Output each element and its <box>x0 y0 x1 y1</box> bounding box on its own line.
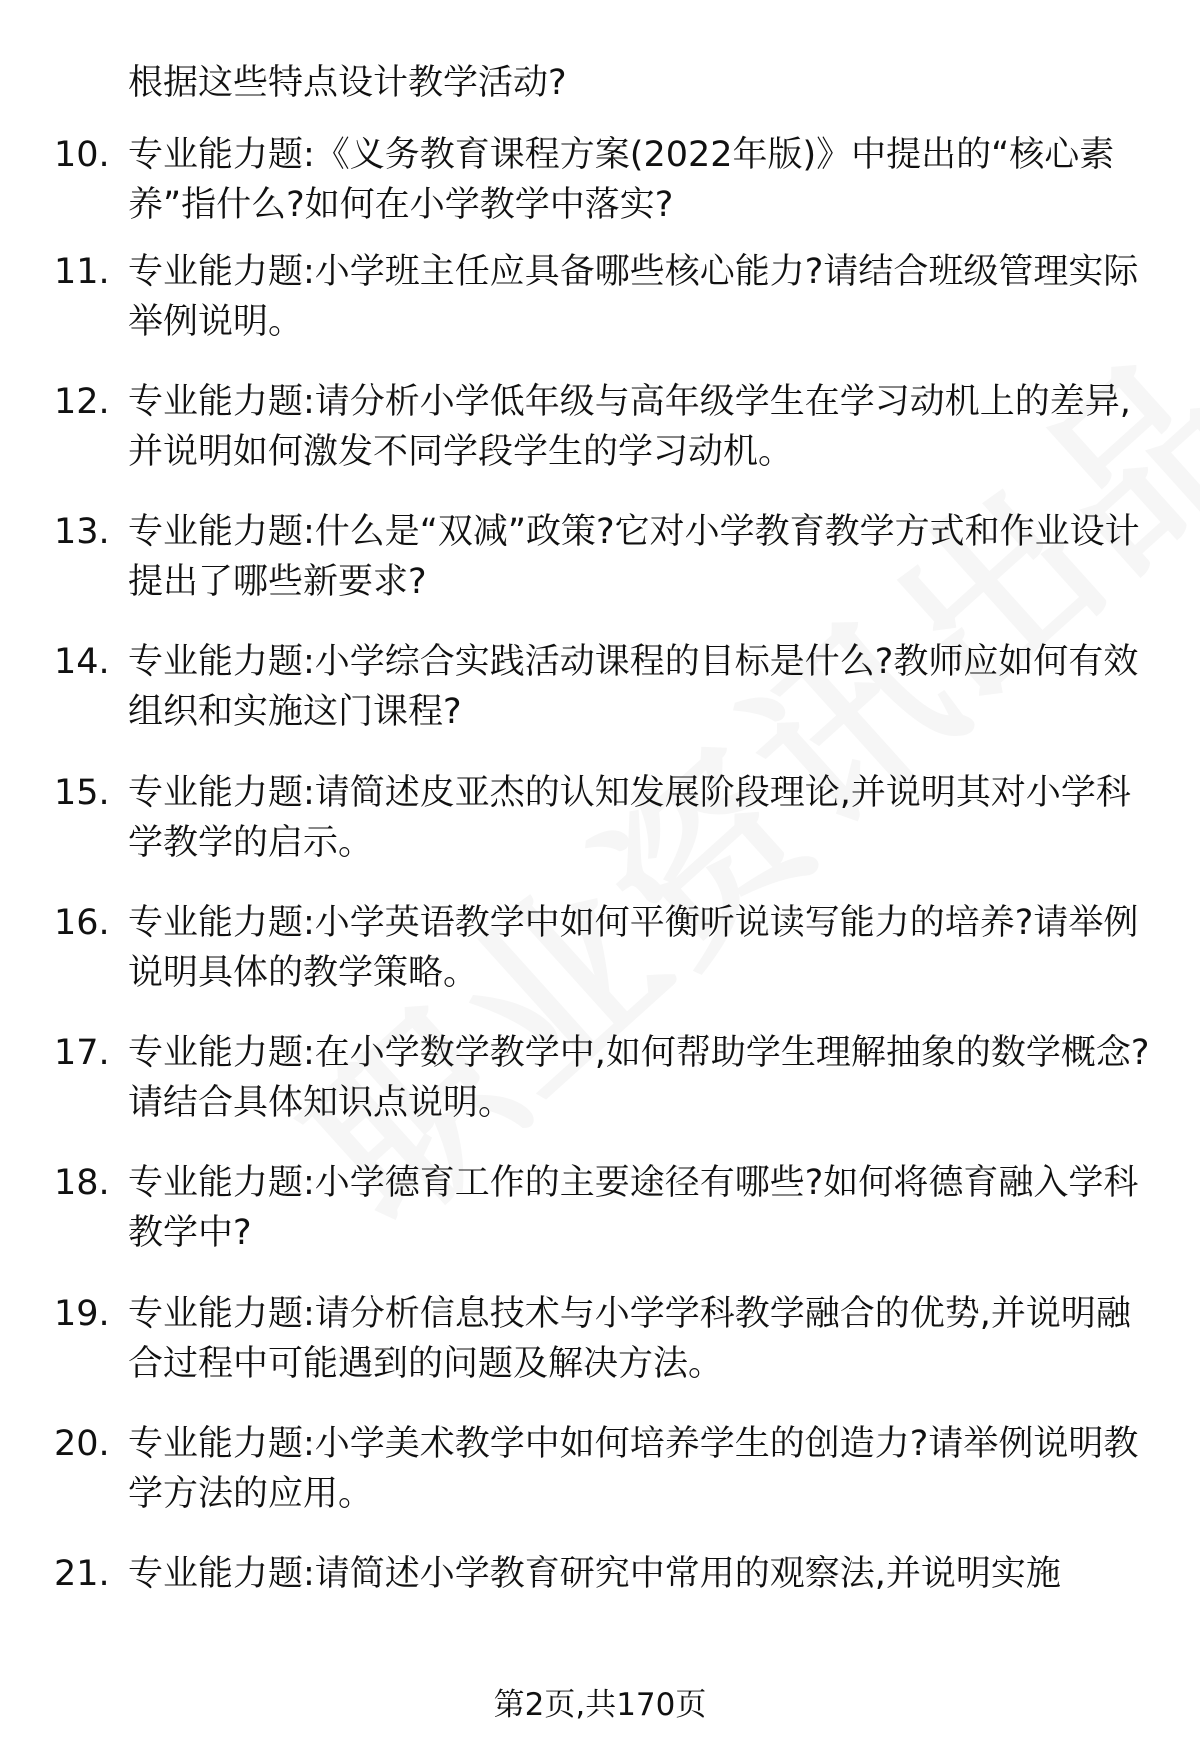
question-item <box>54 898 1164 998</box>
question-number: 21. <box>54 1554 110 1594</box>
question-text: 专业能力题:小学德育工作的主要途径有哪些?如何将德育融入学科教学中? <box>128 1163 1139 1253</box>
page-footer: 第2页,共170页 <box>493 1687 707 1723</box>
question-number: 14. <box>54 642 110 682</box>
question-item <box>54 377 1164 477</box>
question-number: 19. <box>54 1294 110 1334</box>
question-number: 17. <box>54 1033 110 1073</box>
question-number: 20. <box>54 1424 110 1464</box>
question-item <box>54 768 1164 868</box>
question-number: 18. <box>54 1163 110 1203</box>
question-text: 专业能力题:请分析小学低年级与高年级学生在学习动机上的差异,并说明如何激发不同学段学生的学习动机。 <box>128 382 1131 472</box>
question-text: 专业能力题:请简述皮亚杰的认知发展阶段理论,并说明其对小学科学教学的启示。 <box>128 773 1131 863</box>
question-number: 10. <box>54 135 110 175</box>
question-item <box>54 1289 1164 1389</box>
question-item <box>54 1028 1164 1128</box>
question-text: 专业能力题:《义务教育课程方案(2022年版)》中提出的“核心素养”指什么?如何在小学教学中落实? <box>128 135 1115 225</box>
question-number: 16. <box>54 903 110 943</box>
question-item <box>54 247 1164 347</box>
question-text: 专业能力题:请分析信息技术与小学学科教学融合的优势,并说明融合过程中可能遇到的问题及解决方法。 <box>128 1294 1131 1384</box>
question-text: 专业能力题:在小学数学教学中,如何帮助学生理解抽象的数学概念?请结合具体知识点说明。 <box>128 1033 1150 1123</box>
question-text: 专业能力题:请简述小学教育研究中常用的观察法,并说明实施 <box>128 1554 1061 1594</box>
question-item <box>54 507 1164 607</box>
continuation-text: 根据这些特点设计教学活动? <box>128 63 567 103</box>
question-text: 专业能力题:小学英语教学中如何平衡听说读写能力的培养?请举例说明具体的教学策略。 <box>128 903 1139 993</box>
question-text: 专业能力题:小学综合实践活动课程的目标是什么?教师应如何有效组织和实施这门课程? <box>128 642 1139 732</box>
question-text: 专业能力题:什么是“双减”政策?它对小学教育教学方式和作业设计提出了哪些新要求? <box>128 512 1140 602</box>
question-item <box>54 130 1164 230</box>
question-item <box>54 1419 1164 1519</box>
question-item <box>54 637 1164 737</box>
question-number: 12. <box>54 382 110 422</box>
question-text: 专业能力题:小学美术教学中如何培养学生的创造力?请举例说明教学方法的应用。 <box>128 1424 1139 1514</box>
question-number: 13. <box>54 512 110 552</box>
question-text: 专业能力题:小学班主任应具备哪些核心能力?请结合班级管理实际举例说明。 <box>128 252 1139 342</box>
question-item <box>54 1158 1164 1258</box>
question-item <box>54 1549 1164 1599</box>
question-number: 15. <box>54 773 110 813</box>
question-number: 11. <box>54 252 110 292</box>
